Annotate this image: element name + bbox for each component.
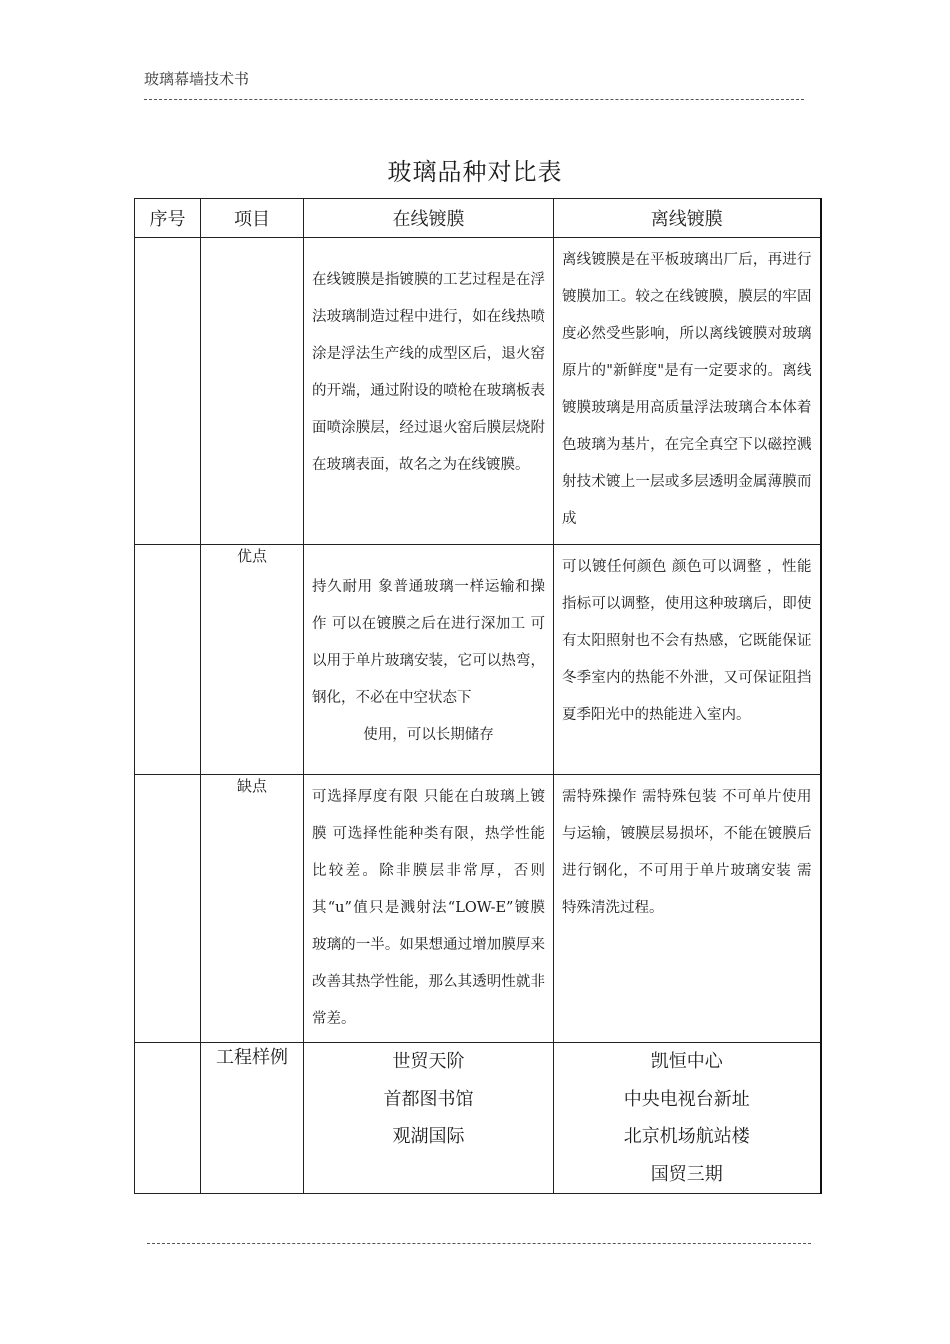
row-number [135,238,201,545]
offline-definition-text: 离线镀膜是在平板玻璃出厂后，再进行镀膜加工。较之在线镀膜，膜层的牢固度必然受些影响，所以离线镀膜对玻璃原片的"新鲜度"是有一定要求的。离线镀膜玻璃是用高质量浮法玻璃合本体着色玻璃为基片，在完全真空下以磁控溅射技术镀上一层或多层透明金属薄膜而成 [562,252,812,527]
list-item: 世贸天阶 [392,1051,465,1072]
header-item: 项目 [201,199,304,238]
header-offline-coating: 离线镀膜 [554,199,821,238]
row-number [135,1043,201,1194]
table-row-advantages [135,545,821,775]
offline-disadvantages-cell [554,775,821,1043]
list-item: 中央电视台新址 [623,1088,750,1110]
table-header-row [135,199,821,238]
offline-examples-list [554,1043,820,1193]
online-disadvantages-text: 可选择厚度有限 只能在白玻璃上镀膜 可选择性能种类有限，热学性能比较差。除非膜层非常厚，否则其“u”值只是溅射法“LOW-E”镀膜玻璃的一半。如果想通过增加膜厚来改善其热学性能，那么其透明性就非常差。 [312,789,545,1027]
online-disadvantages-cell [304,775,554,1043]
offline-advantages-cell [554,545,821,775]
online-examples-list [304,1043,553,1156]
online-examples-cell [304,1043,554,1194]
online-definition-text: 在线镀膜是指镀膜的工艺过程是在浮法玻璃制造过程中进行，如在线热喷涂是浮法生产线的成型区后，退火窑的开端，通过附设的喷枪在玻璃板表面喷涂膜层，经过退火窑后膜层烧附在玻璃表面，故名之为在线镀膜。 [312,272,545,473]
header-number: 序号 [135,199,201,238]
table-row-definition [135,238,821,545]
online-advantages-main: 持久耐用 象普通玻璃一样运输和操作 可以在镀膜之后在进行深加工 可以用于单片玻璃安装，它可以热弯，钢化，不必在中空状态下 [312,579,545,706]
row-item-examples: 工程样例 [201,1043,304,1194]
row-number [135,545,201,775]
footer-divider [147,1243,811,1244]
offline-advantages-text: 可以镀任何颜色 颜色可以调整 ，性能指标可以调整，使用这种玻璃后，即使有太阳照射也不会有热感，它既能保证冬季室内的热能不外泄，又可保证阻挡夏季阳光中的热能进入室内。 [562,559,812,723]
online-advantages-text [304,545,553,754]
row-item-disadvantages: 缺点 [201,775,304,1043]
offline-examples-cell [554,1043,821,1194]
row-item-advantages: 优点 [201,545,304,775]
table-row-disadvantages [135,775,821,1043]
online-advantages-last-line: 使用，可以长期储存 [363,727,494,743]
row-number [135,775,201,1043]
online-advantages-cell [304,545,554,775]
online-definition-cell [304,238,554,545]
running-header-title: 玻璃幕墙技术书 [144,70,250,88]
list-item: 国贸三期 [650,1163,723,1185]
table-row-examples [135,1043,821,1194]
offline-disadvantages-text: 需特殊操作 需特殊包装 不可单片使用与运输，镀膜层易损坏，不能在镀膜后进行钢化，不可用于单片玻璃安装 需特殊清洗过程。 [562,789,812,916]
page-title: 玻璃品种对比表 [387,158,563,186]
list-item: 首都图书馆 [383,1088,474,1110]
list-item: 北京机场航站楼 [623,1126,750,1147]
comparison-table [134,198,822,1194]
list-item: 观湖国际 [392,1126,465,1147]
header-divider [144,99,804,100]
list-item: 凯恒中心 [650,1051,723,1072]
offline-definition-cell [554,238,821,545]
row-item [201,238,304,545]
header-online-coating: 在线镀膜 [304,199,554,238]
